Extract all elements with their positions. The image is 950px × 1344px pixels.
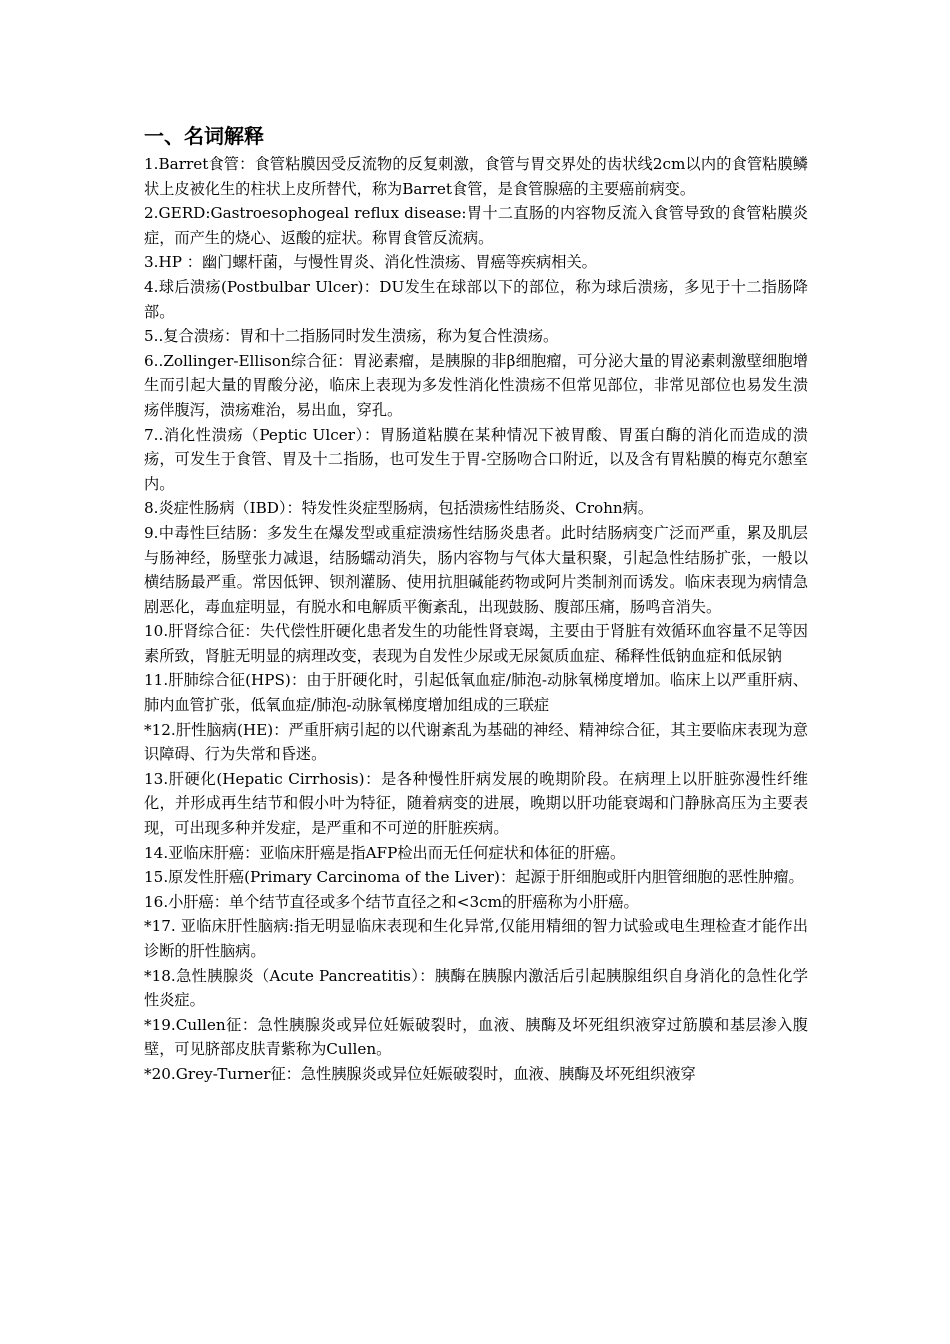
definition-item: 11.肝肺综合征(HPS)：由于肝硬化时，引起低氧血症/肺泡-动脉氧梯度增加。临床上以严重肝病、肺内血管扩张，低氧血症/肺泡-动脉氧梯度增加组成的三联症	[144, 671, 808, 715]
definition-item: 10.肝肾综合征：失代偿性肝硬化患者发生的功能性肾衰竭，主要由于肾脏有效循环血容量不足等因素所致，肾脏无明显的病理改变，表现为自发性少尿或无尿氮质血症、稀释性低钠血症和低尿钠	[144, 622, 808, 665]
definition-item: *18.急性胰腺炎（Acute Pancreatitis）：胰酶在胰腺内激活后引起胰腺组织自身消化的急性化学性炎症。	[144, 966, 808, 1010]
definition-item: 2.GERD:Gastroesophogeal reflux disease:胃十二直肠的内容物反流入食管导致的食管粘膜炎症，而产生的烧心、返酸的症状。称胃食管反流病。	[144, 204, 808, 247]
definition-item: 4.球后溃疡(Postbulbar Ulcer)：DU发生在球部以下的部位，称为球后溃疡，多见于十二指肠降部。	[144, 277, 808, 321]
section-heading: 一、名词解释	[144, 124, 264, 148]
definition-item: *20.Grey-Turner征：急性胰腺炎或异位妊娠破裂时，血液、胰酶及坏死组织液穿	[144, 1064, 696, 1083]
definition-item: *17. 亚临床肝性脑病:指无明显临床表现和生化异常,仅能用精细的智力试验或电生理检查才能作出诊断的肝性脑病。	[144, 917, 808, 960]
definition-item: *12.肝性脑病(HE)：严重肝病引起的以代谢紊乱为基础的神经、精神综合征，其主要临床表现为意识障碍、行为失常和昏迷。	[144, 720, 808, 764]
definition-item: 16.小肝癌：单个结节直径或多个结节直径之和<3cm的肝癌称为小肝癌。	[144, 892, 639, 911]
definition-item: 15.原发性肝癌(Primary Carcinoma of the Liver)：起源于肝细胞或肝内胆管细胞的恶性肿瘤。	[144, 868, 804, 887]
document-page	[144, 122, 808, 1087]
definition-item: 14.亚临床肝癌：亚临床肝癌是指AFP检出而无任何症状和体征的肝癌。	[144, 843, 626, 862]
definition-item: 6..Zollinger-Ellison综合征：胃泌素瘤，是胰腺的非β细胞瘤，可分泌大量的胃泌素刺激壁细胞增生而引起大量的胃酸分泌，临床上表现为多发性消化性溃疡不但常见部位，非常见部位也易发生溃疡伴腹泻，溃疡难治，易出血，穿孔。	[144, 351, 808, 419]
definition-list	[144, 152, 808, 1087]
definition-item: 5..复合溃疡：胃和十二指肠同时发生溃疡，称为复合性溃疡。	[144, 327, 559, 346]
definition-item: *19.Cullen征：急性胰腺炎或异位妊娠破裂时，血液、胰酶及坏死组织液穿过筋膜和基层渗入腹壁，可见脐部皮肤青紫称为Cullen。	[144, 1015, 808, 1059]
definition-item: 3.HP ：幽门螺杆菌，与慢性胃炎、消化性溃疡、胃癌等疾病相关。	[144, 253, 597, 272]
definition-item: 1.Barret食管：食管粘膜因受反流物的反复刺激，食管与胃交界处的齿状线2cm以内的食管粘膜鳞状上皮被化生的柱状上皮所替代，称为Barret食管，是食管腺癌的主要癌前病变。	[144, 155, 808, 198]
definition-item: 13.肝硬化(Hepatic Cirrhosis)：是各种慢性肝病发展的晚期阶段。在病理上以肝脏弥漫性纤维化，并形成再生结节和假小叶为特征，随着病变的进展，晚期以肝功能衰竭和门静脉高压为主要表现，可出现多种并发症，是严重和不可逆的肝脏疾病。	[144, 769, 808, 838]
definition-item: 7..消化性溃疡（Peptic Ulcer）：胃肠道粘膜在某种情况下被胃酸、胃蛋白酶的消化而造成的溃疡，可发生于食管、胃及十二指肠，也可发生于胃-空肠吻合口附近，以及含有胃粘膜的梅克尔憩室内。	[144, 425, 808, 493]
definition-item: 8.炎症性肠病（IBD）：特发性炎症型肠病，包括溃疡性结肠炎、Crohn病。	[144, 499, 654, 518]
definition-item: 9.中毒性巨结肠：多发生在爆发型或重症溃疡性结肠炎患者。此时结肠病变广泛而严重，累及肌层与肠神经，肠壁张力减退，结肠蠕动消失，肠内容物与气体大量积聚，引起急性结肠扩张，一般以横结肠最严重。常因低钾、钡剂灌肠、使用抗胆碱能药物或阿片类制剂而诱发。临床表现为病情急剧恶化，毒血症明显，有脱水和电解质平衡紊乱，出现鼓肠、腹部压痛，肠鸣音消失。	[144, 523, 808, 616]
